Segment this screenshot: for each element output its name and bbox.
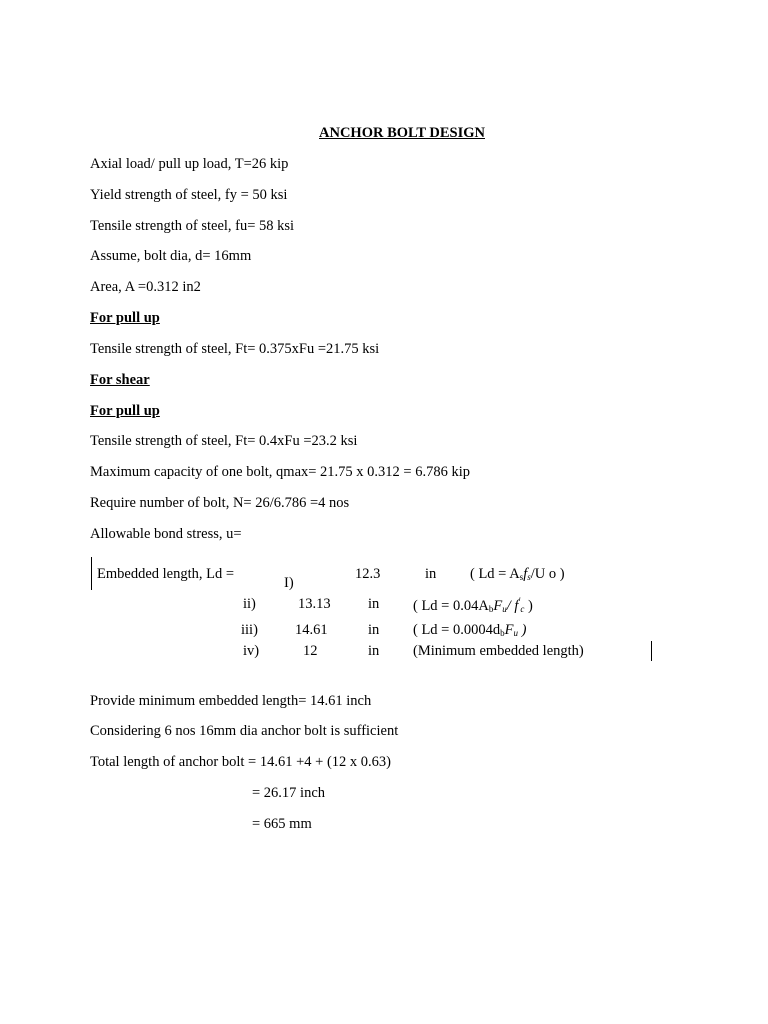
- pull-up-header-1: For pull up: [90, 310, 160, 326]
- qmax-line: Maximum capacity of one bolt, qmax= 21.75 x 0.312 = 6.786 kip: [90, 464, 471, 480]
- bolt-dia-line: Assume, bolt dia, d= 16mm: [90, 248, 252, 264]
- ft-shear-line: Tensile strength of steel, Ft= 0.4xFu =23.2 ksi: [90, 433, 358, 449]
- row-3-unit: in: [368, 622, 380, 638]
- number-of-bolts-line: Require number of bolt, N= 26/6.786 =4 nos: [90, 495, 350, 511]
- ft-pull-up-line: Tensile strength of steel, Ft= 0.375xFu =21.75 ksi: [90, 341, 380, 357]
- left-border-line: [91, 557, 92, 590]
- pull-up-header-2: For pull up: [90, 403, 160, 419]
- row-4-note: (Minimum embedded length): [413, 643, 584, 659]
- area-line: Area, A =0.312 in2: [90, 279, 201, 295]
- tensile-strength-line: Tensile strength of steel, fu= 58 ksi: [90, 218, 295, 234]
- yield-strength-line: Yield strength of steel, fy = 50 ksi: [90, 187, 288, 203]
- axial-load-line: Axial load/ pull up load, T=26 kip: [90, 156, 289, 172]
- row-3-number: iii): [241, 622, 258, 638]
- row-1-unit: in: [425, 566, 437, 582]
- provide-length-line: Provide minimum embedded length= 14.61 inch: [90, 693, 372, 709]
- considering-line: Considering 6 nos 16mm dia anchor bolt is sufficient: [90, 723, 399, 739]
- right-border-line: [651, 641, 652, 661]
- bond-stress-line: Allowable bond stress, u=: [90, 526, 242, 542]
- row-3-value: 14.61: [295, 622, 328, 638]
- row-2-formula: ( $Ld = 0.04A_bF_u/$ $f'_c$ ): [413, 596, 533, 614]
- row-4-unit: in: [368, 643, 380, 659]
- row-1-value: 12.3: [355, 566, 381, 582]
- row-1-number: I): [284, 575, 294, 591]
- row-4-number: iv): [243, 643, 260, 659]
- total-length-line: Total length of anchor bolt = 14.61 +4 + (12 x 0.63): [90, 754, 391, 770]
- row-1-formula: ( $Ld = A_sf_s/U$ o ): [470, 566, 565, 582]
- page-title: ANCHOR BOLT DESIGN: [319, 125, 485, 141]
- row-2-unit: in: [368, 596, 380, 612]
- embedded-length-label: Embedded length, Ld =: [97, 566, 235, 582]
- total-mm-line: = 665 mm: [252, 816, 312, 832]
- row-2-value: 13.13: [298, 596, 331, 612]
- row-3-formula: ( $Ld = 0.0004d_bF_u$ ): [413, 622, 527, 638]
- row-4-value: 12: [303, 643, 318, 659]
- shear-header: For shear: [90, 372, 150, 388]
- total-inch-line: = 26.17 inch: [252, 785, 326, 801]
- row-2-number: ii): [243, 596, 256, 612]
